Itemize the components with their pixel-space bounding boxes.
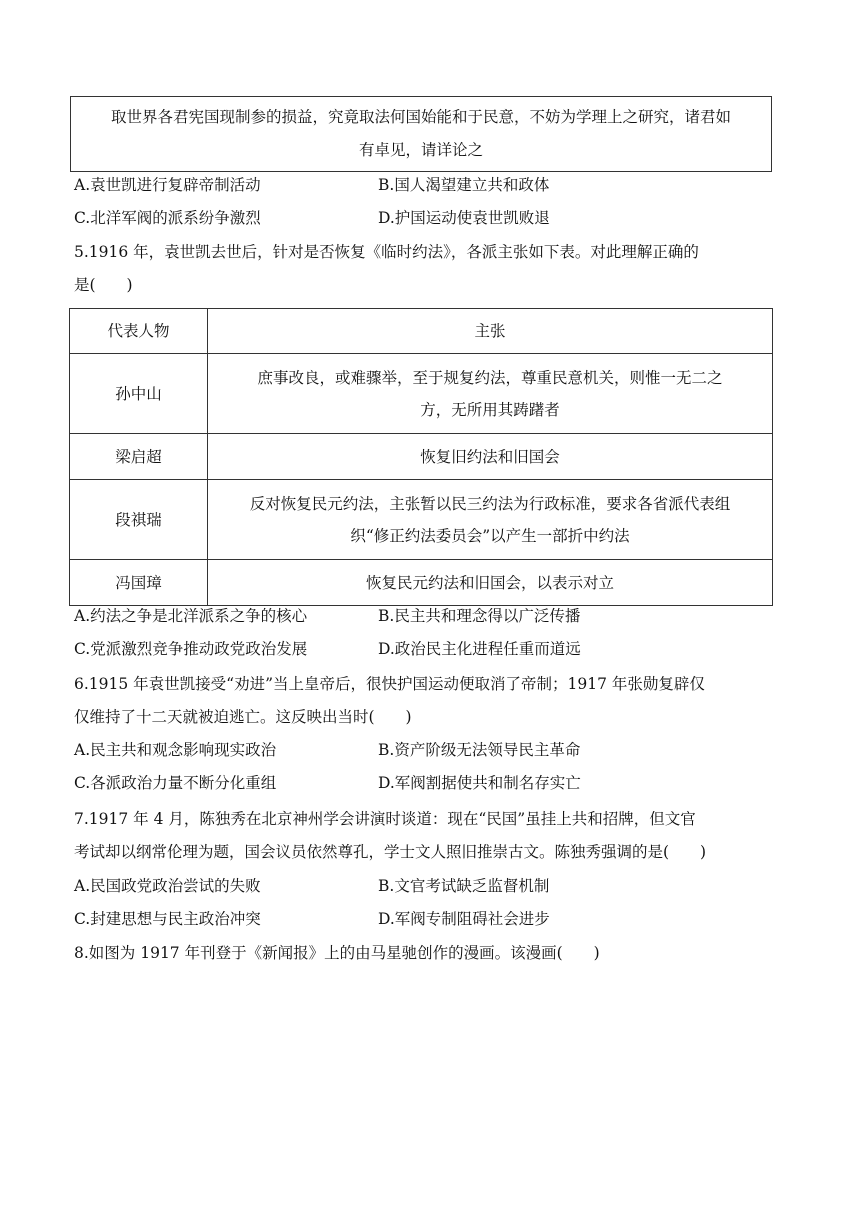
q4-option-d[interactable]: D.护国运动使袁世凯败退	[378, 209, 550, 227]
table-row	[70, 434, 773, 480]
q5-stem-line-2: 是( )	[74, 276, 133, 294]
q4-option-a[interactable]: A.袁世凯进行复辟帝制活动	[74, 176, 261, 194]
table-cell-person: 段祺瑞	[70, 480, 208, 560]
table-cell-person: 梁启超	[70, 434, 208, 480]
q6-option-a[interactable]: A.民主共和观念影响现实政治	[74, 741, 277, 759]
quote-line-2: 有卓见，请详论之	[358, 141, 483, 159]
table-cell-person: 孙中山	[70, 354, 208, 434]
q7-option-a[interactable]: A.民国政党政治尝试的失败	[74, 877, 261, 895]
table-cell-claim	[208, 480, 773, 560]
table-cell-claim: 恢复旧约法和旧国会	[208, 434, 773, 480]
table-header-claim: 主张	[208, 309, 773, 354]
q5-option-c[interactable]: C.党派激烈竞争推动政党政治发展	[74, 640, 308, 658]
q6-option-c[interactable]: C.各派政治力量不断分化重组	[74, 774, 277, 792]
claim-line: 庶事改良，或难骤举，至于规复约法，尊重民意机关，则惟一无二之	[257, 368, 723, 387]
table-row	[70, 480, 773, 560]
q7-stem-line-2: 考试却以纲常伦理为题，国会议员依然尊孔，学士文人照旧推崇古文。陈独秀强调的是( )	[74, 843, 707, 861]
q8-stem: 8.如图为 1917 年刊登于《新闻报》上的由马星驰创作的漫画。该漫画( )	[74, 944, 600, 962]
q5-option-a[interactable]: A.约法之争是北洋派系之争的核心	[74, 607, 308, 625]
q5-table	[69, 308, 773, 606]
q7-option-c[interactable]: C.封建思想与民主政治冲突	[74, 910, 261, 928]
q6-stem-line-2: 仅维持了十二天就被迫逃亡。这反映出当时( )	[74, 708, 412, 726]
q5-stem-line-1: 5.1916 年，袁世凯去世后，针对是否恢复《临时约法》，各派主张如下表。对此理解正确的	[74, 243, 699, 261]
q6-option-d[interactable]: D.军阀割据使共和制名存实亡	[378, 774, 581, 792]
claim-line: 方，无所用其踌躇者	[420, 400, 560, 419]
table-header-row	[70, 309, 773, 354]
q7-stem-line-1: 7.1917 年 4 月，陈独秀在北京神州学会讲演时谈道：现在“民国”虽挂上共和招牌，但文官	[74, 810, 696, 828]
claim-line: 反对恢复民元约法，主张暂以民三约法为行政标准，要求各省派代表组	[249, 494, 731, 513]
table-row	[70, 560, 773, 606]
quote-line-1: 取世界各君宪国现制参的损益，究竟取法何国始能和于民意，不妨为学理上之研究，诸君如	[110, 108, 731, 126]
quote-box	[70, 96, 772, 172]
table-header-person: 代表人物	[70, 309, 208, 354]
q4-option-c[interactable]: C.北洋军阀的派系纷争激烈	[74, 209, 261, 227]
q5-option-b[interactable]: B.民主共和理念得以广泛传播	[378, 607, 581, 625]
claim-line: 织“修正约法委员会”以产生一部折中约法	[350, 526, 630, 545]
q6-option-b[interactable]: B.资产阶级无法领导民主革命	[378, 741, 581, 759]
q5-option-d[interactable]: D.政治民主化进程任重而道远	[378, 640, 581, 658]
table-row	[70, 354, 773, 434]
table-cell-claim: 恢复民元约法和旧国会，以表示对立	[208, 560, 773, 606]
q7-option-b[interactable]: B.文官考试缺乏监督机制	[378, 877, 550, 895]
table-cell-claim	[208, 354, 773, 434]
q7-option-d[interactable]: D.军阀专制阻碍社会进步	[378, 910, 550, 928]
q4-option-b[interactable]: B.国人渴望建立共和政体	[378, 176, 550, 194]
q6-stem-line-1: 6.1915 年袁世凯接受“劝进”当上皇帝后，很快护国运动便取消了帝制；1917 年张勋复辟仅	[74, 675, 705, 693]
table-cell-person: 冯国璋	[70, 560, 208, 606]
